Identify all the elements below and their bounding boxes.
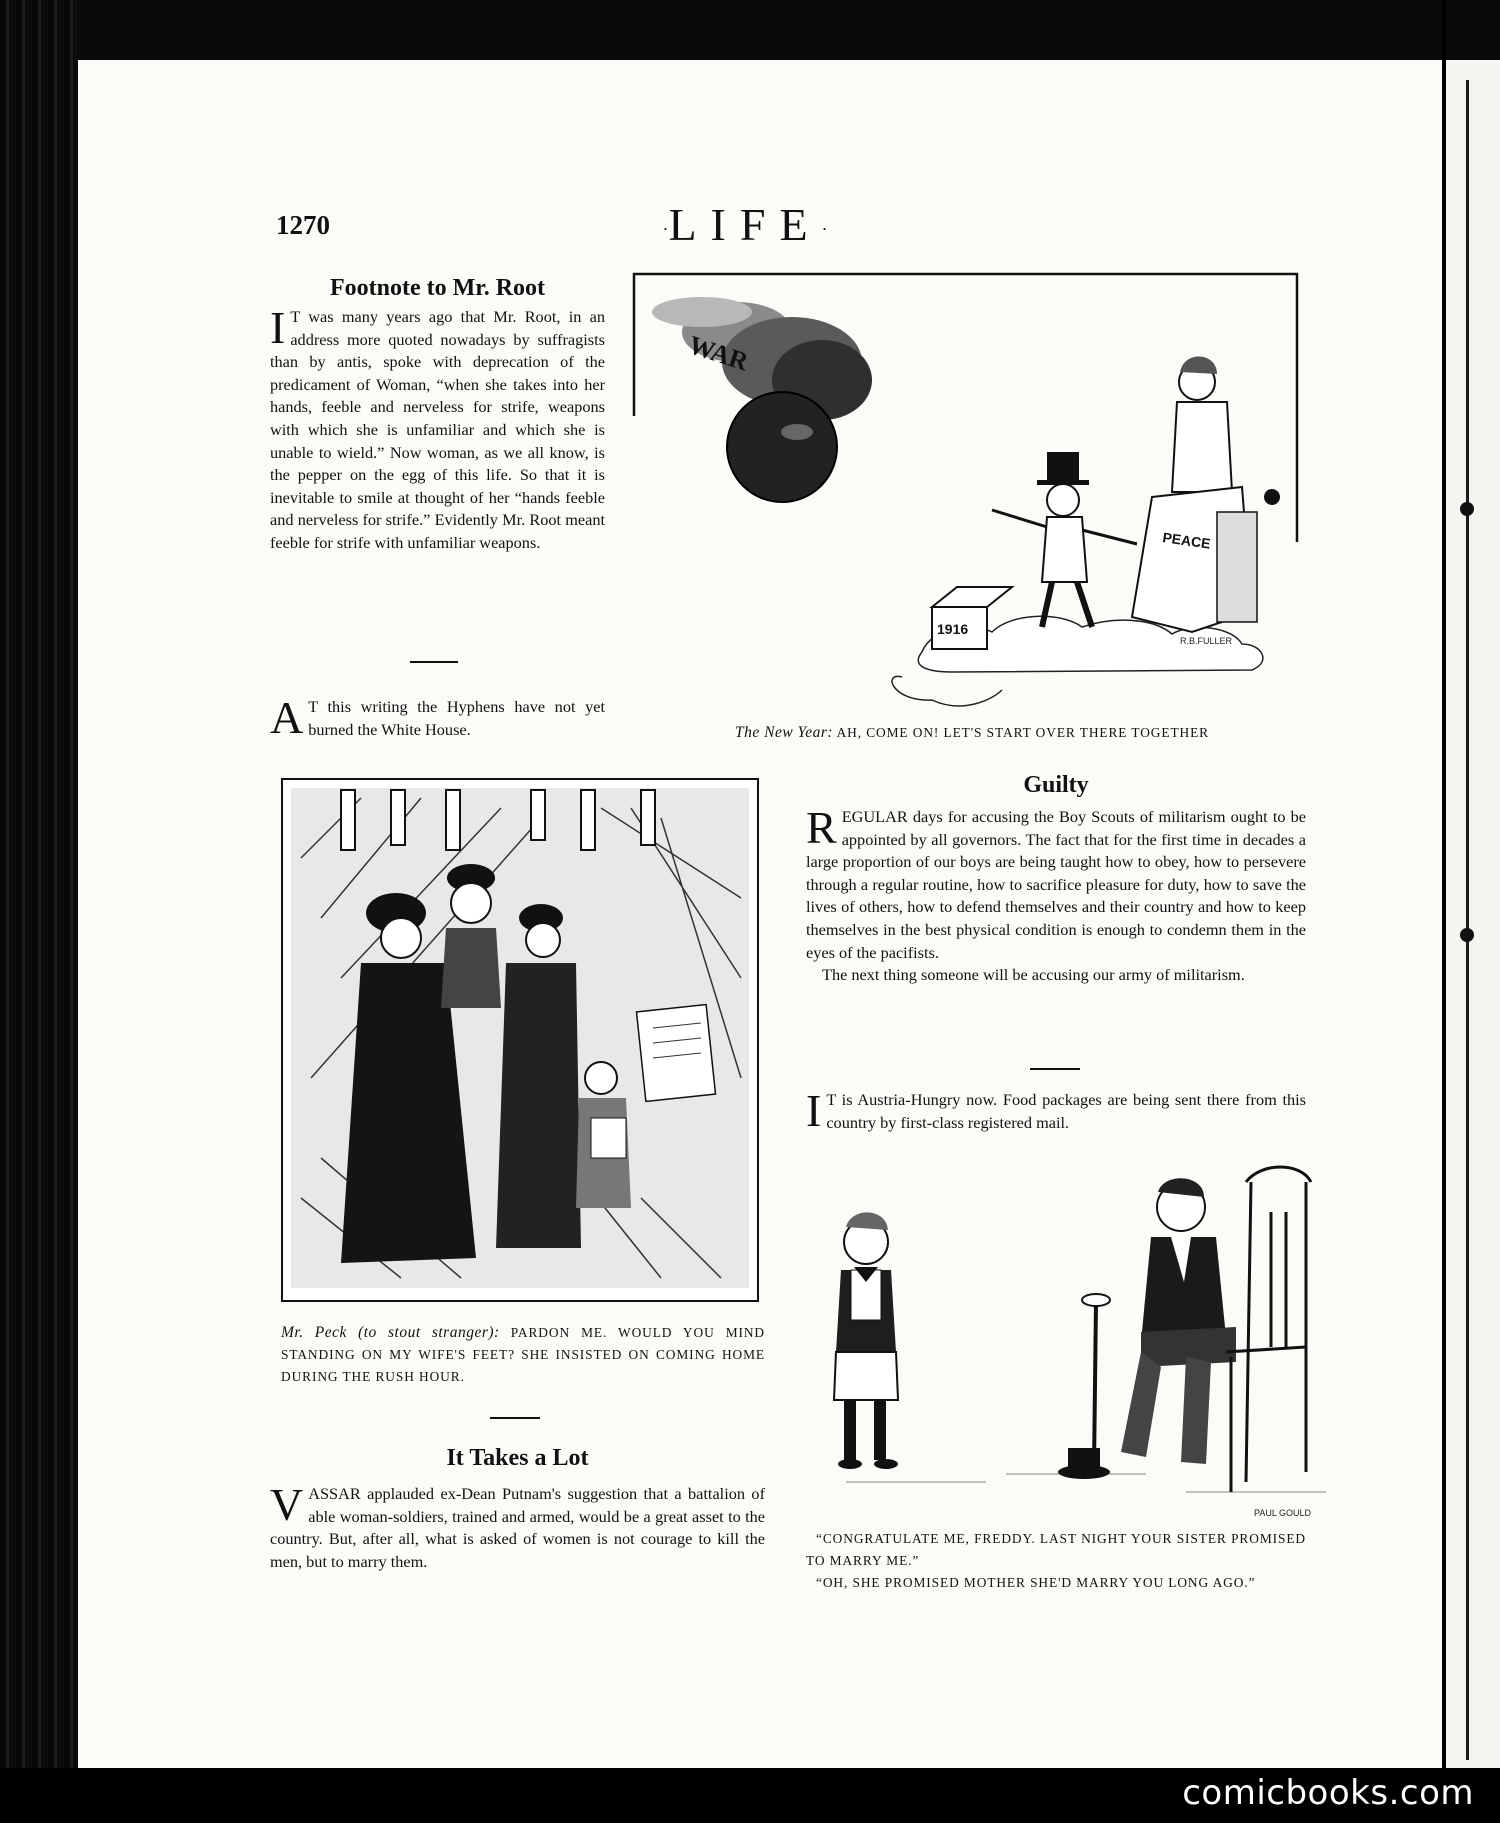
peace-label: PEACE xyxy=(1161,529,1212,552)
article-guilty xyxy=(806,802,1306,987)
dropcap: I xyxy=(270,302,286,353)
watermark: comicbooks.com xyxy=(1182,1773,1474,1813)
article-takes-a-lot xyxy=(270,1479,765,1573)
section-divider xyxy=(490,1417,540,1419)
article-footnote xyxy=(270,302,605,555)
caption-text: PARDON ME. WOULD YOU MIND STANDING ON MY WIFE'S FEET? SHE INSISTED ON COMING HOME DURING THE RUSH HOUR. xyxy=(281,1325,766,1384)
cartoon-freddy xyxy=(806,1152,1336,1520)
article-title: Guilty xyxy=(1023,772,1089,798)
section-divider xyxy=(1030,1068,1080,1070)
artist-signature: R.B.FULLER xyxy=(1180,636,1233,646)
article-austria xyxy=(806,1085,1306,1136)
masthead-dot: · xyxy=(662,218,669,239)
war-label: WAR xyxy=(685,330,752,377)
caption-new-year xyxy=(632,722,1312,744)
article-hyphens xyxy=(270,692,605,743)
cartoon-peck-illustration xyxy=(281,778,759,1302)
caption-peck xyxy=(281,1322,765,1388)
scan-top-border xyxy=(0,0,1500,60)
cartoon-freddy-illustration xyxy=(806,1152,1336,1520)
article-body: T was many years ago that Mr. Root, in an address more quoted nowadays by suffragists than by antis, spoke with deprecation of the predicament of Woman, “when she takes into her hands, feeble and nerveless for strife, weapons with which she is unfamiliar and which she is unable to wield.” Now woman, as we all know, is the pepper on the egg of this life. So that it is inevitable to smile at thought of her “hands feeble and nerveless for strife.” Evidently Mr. Root meant feeble for strife with unfamiliar weapons. xyxy=(270,307,605,552)
article-body: ASSAR applauded ex-Dean Putnam's suggestion that a battalion of able woman-soldiers, trained and armed, would be a great asset to the country. But, after all, what is asked of women is not courage to kill the men, but to marry them. xyxy=(270,1484,765,1571)
binding-hole xyxy=(1460,502,1474,516)
next-page-edge xyxy=(1446,60,1500,1768)
year-label: 1916 xyxy=(937,621,969,637)
article-body: T is Austria-Hungry now. Food packages are being sent there from this country by first-class registered mail. xyxy=(826,1090,1306,1132)
masthead-title: LIFE xyxy=(668,199,822,250)
article-title: It Takes a Lot xyxy=(446,1445,589,1471)
article-body-2: The next thing someone will be accusing our army of militarism. xyxy=(822,965,1245,985)
section-divider xyxy=(410,661,458,663)
caption-speaker: The New Year: xyxy=(734,724,834,741)
article-body: T this writing the Hyphens have not yet burned the White House. xyxy=(308,697,605,739)
cartoon-new-year-illustration xyxy=(632,272,1312,714)
article-body: EGULAR days for accusing the Boy Scouts of militarism ought to be appointed by all governors. The fact that for the first time in decades a large proportion of our boys are being taught how to obey, how to persevere through a regular routine, how to sacrifice pleasure for duty, how to save the lives of others, how to defend themselves and their country and how to keep themselves in the best physical condition is enough to condemn them in the eyes of the pacifists. xyxy=(806,807,1306,962)
caption-text: AH, COME ON! LET'S START OVER THERE TOGETHER xyxy=(836,725,1209,740)
article-title: Footnote to Mr. Root xyxy=(329,275,546,301)
cartoon-new-year xyxy=(632,272,1312,714)
caption-speaker: Mr. Peck (to stout stranger): xyxy=(281,1324,500,1341)
caption-line: “CONGRATULATE ME, FREDDY. LAST NIGHT YOUR SISTER PROMISED TO MARRY ME.” xyxy=(806,1531,1306,1568)
masthead-dot: · xyxy=(821,218,828,239)
dropcap: R xyxy=(806,802,837,853)
caption-line: “OH, SHE PROMISED MOTHER SHE'D MARRY YOU LONG AGO.” xyxy=(816,1575,1256,1590)
binding-hole xyxy=(1460,928,1474,942)
masthead xyxy=(620,198,870,251)
dropcap: V xyxy=(270,1479,304,1530)
dropcap: I xyxy=(806,1085,822,1136)
artist-signature: PAUL GOULD xyxy=(1254,1508,1312,1518)
page-number: 1270 xyxy=(276,210,330,240)
binding-line xyxy=(1466,80,1469,1760)
scan-left-border xyxy=(0,0,78,1823)
cartoon-peck xyxy=(281,778,759,1302)
dropcap: A xyxy=(270,692,304,743)
caption-freddy xyxy=(806,1528,1306,1594)
